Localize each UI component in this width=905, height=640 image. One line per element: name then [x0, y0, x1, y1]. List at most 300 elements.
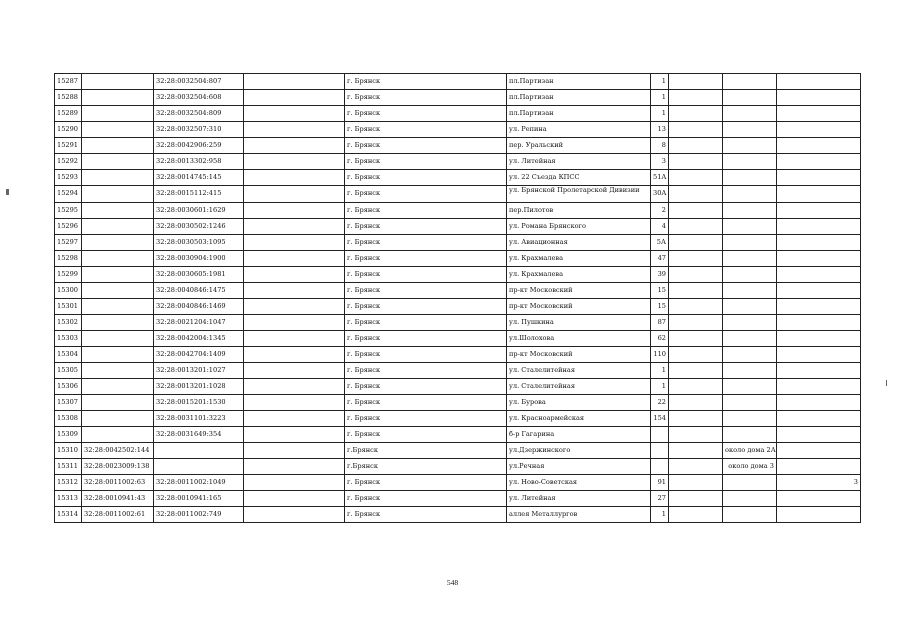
- table-cell: [244, 443, 345, 459]
- table-cell: 15313: [55, 491, 82, 507]
- table-row: [55, 170, 861, 186]
- table-row: [55, 74, 861, 90]
- table-cell: [244, 251, 345, 267]
- table-cell: 32:28:0032504:807: [154, 74, 244, 90]
- table-cell: 1: [651, 363, 669, 379]
- table-cell: [723, 203, 777, 219]
- table-cell: 15: [651, 299, 669, 315]
- table-cell: [723, 154, 777, 170]
- table-cell: [777, 106, 861, 122]
- table-cell: 15299: [55, 267, 82, 283]
- table-cell: [723, 331, 777, 347]
- table-cell: [82, 138, 154, 154]
- table-cell: 32:28:0011002:61: [82, 507, 154, 523]
- scan-mark: [886, 380, 887, 386]
- table-cell: [244, 379, 345, 395]
- table-cell: [244, 331, 345, 347]
- table-cell: [82, 235, 154, 251]
- table-cell: [723, 106, 777, 122]
- table-cell: [723, 170, 777, 186]
- table-cell: г. Брянск: [345, 90, 507, 106]
- table-cell: [244, 347, 345, 363]
- table-cell: аллея Металлургов: [507, 507, 651, 523]
- table-cell: [723, 235, 777, 251]
- table-cell: г. Брянск: [345, 347, 507, 363]
- table-cell: г. Брянск: [345, 363, 507, 379]
- table-cell: 15292: [55, 154, 82, 170]
- table-cell: [777, 363, 861, 379]
- table-cell: [82, 186, 154, 203]
- table-cell: [244, 186, 345, 203]
- table-cell: [777, 443, 861, 459]
- table-row: [55, 395, 861, 411]
- table-cell: г. Брянск: [345, 203, 507, 219]
- table-cell: [82, 219, 154, 235]
- table-cell: [669, 315, 723, 331]
- table-cell: [244, 427, 345, 443]
- table-cell: [723, 186, 777, 203]
- table-row: [55, 283, 861, 299]
- table-cell: г.Брянск: [345, 443, 507, 459]
- table-cell: пл.Партизан: [507, 74, 651, 90]
- table-cell: ул. Бурова: [507, 395, 651, 411]
- scan-mark: [6, 189, 9, 195]
- table-cell: 32:28:0015112:415: [154, 186, 244, 203]
- table-cell: [154, 459, 244, 475]
- table-cell: [669, 90, 723, 106]
- table-cell: [723, 363, 777, 379]
- table-cell: г. Брянск: [345, 235, 507, 251]
- table-cell: 15307: [55, 395, 82, 411]
- table-cell: 4: [651, 219, 669, 235]
- table-cell: 32:28:0042004:1345: [154, 331, 244, 347]
- table-cell: 51А: [651, 170, 669, 186]
- table-cell: [244, 315, 345, 331]
- table-row: [55, 347, 861, 363]
- table-cell: ул. Крахмалева: [507, 267, 651, 283]
- table-cell: [244, 507, 345, 523]
- table-cell: ул. Крахмалева: [507, 251, 651, 267]
- table-cell: 1: [651, 379, 669, 395]
- table-cell: [723, 315, 777, 331]
- table-cell: г. Брянск: [345, 379, 507, 395]
- table-cell: 1: [651, 507, 669, 523]
- table-cell: 154: [651, 411, 669, 427]
- table-cell: [777, 491, 861, 507]
- table-cell: [82, 363, 154, 379]
- table-cell: [777, 90, 861, 106]
- table-cell: 15309: [55, 427, 82, 443]
- table-cell: ул. Репина: [507, 122, 651, 138]
- table-cell: г. Брянск: [345, 138, 507, 154]
- table-row: [55, 443, 861, 459]
- table-cell: 1: [651, 90, 669, 106]
- table-cell: [82, 170, 154, 186]
- table-cell: [669, 235, 723, 251]
- table-cell: 8: [651, 138, 669, 154]
- table-cell: 39: [651, 267, 669, 283]
- table-cell: [82, 331, 154, 347]
- table-cell: 15296: [55, 219, 82, 235]
- table-cell: 15314: [55, 507, 82, 523]
- table-cell: около дома 3: [723, 459, 777, 475]
- table-cell: 32:28:0030605:1981: [154, 267, 244, 283]
- table-cell: г. Брянск: [345, 491, 507, 507]
- table-cell: [244, 299, 345, 315]
- table-cell: г. Брянск: [345, 427, 507, 443]
- table-cell: 3: [777, 475, 861, 491]
- table-cell: [777, 299, 861, 315]
- table-cell: [669, 122, 723, 138]
- table-cell: [82, 203, 154, 219]
- table-cell: [669, 138, 723, 154]
- table-cell: ул. Романа Брянского: [507, 219, 651, 235]
- table-row: [55, 122, 861, 138]
- table-row: [55, 267, 861, 283]
- table-cell: ул. Красноармейская: [507, 411, 651, 427]
- table-cell: г. Брянск: [345, 475, 507, 491]
- table-cell: [723, 507, 777, 523]
- table-cell: ул.Дзержинского: [507, 443, 651, 459]
- table-cell: 32:28:0030502:1246: [154, 219, 244, 235]
- table-cell: г.Брянск: [345, 459, 507, 475]
- table-cell: 32:28:0030601:1629: [154, 203, 244, 219]
- table-cell: 91: [651, 475, 669, 491]
- table-cell: ул. Авиационная: [507, 235, 651, 251]
- table-cell: ул. Сталелитейная: [507, 379, 651, 395]
- table-cell: г. Брянск: [345, 186, 507, 203]
- table-cell: [777, 170, 861, 186]
- table-cell: [244, 283, 345, 299]
- table-cell: [669, 427, 723, 443]
- table-cell: 32:28:0010941:165: [154, 491, 244, 507]
- table-cell: [669, 219, 723, 235]
- table-cell: [669, 203, 723, 219]
- data-table: [54, 73, 861, 523]
- table-cell: [669, 154, 723, 170]
- table-cell: [244, 411, 345, 427]
- table-row: [55, 427, 861, 443]
- table-row: [55, 106, 861, 122]
- table-cell: б-р Гагарина: [507, 427, 651, 443]
- table-cell: [777, 74, 861, 90]
- table-cell: 32:28:0032504:608: [154, 90, 244, 106]
- table-cell: ул. 22 Съезда КПСС: [507, 170, 651, 186]
- table-cell: [669, 491, 723, 507]
- table-cell: [82, 395, 154, 411]
- table-cell: г. Брянск: [345, 315, 507, 331]
- table-cell: [723, 90, 777, 106]
- table-cell: 62: [651, 331, 669, 347]
- table-row: [55, 315, 861, 331]
- table-cell: пл.Партизан: [507, 106, 651, 122]
- table-cell: пр-кт Московский: [507, 299, 651, 315]
- table-cell: [723, 411, 777, 427]
- table-cell: 15287: [55, 74, 82, 90]
- table-cell: г. Брянск: [345, 395, 507, 411]
- table-row: [55, 475, 861, 491]
- table-cell: [723, 122, 777, 138]
- table-cell: 27: [651, 491, 669, 507]
- table-cell: г. Брянск: [345, 74, 507, 90]
- table-cell: пр-кт Московский: [507, 283, 651, 299]
- table-cell: 32:28:0013201:1028: [154, 379, 244, 395]
- table-cell: ул. Литейная: [507, 154, 651, 170]
- table-cell: [154, 443, 244, 459]
- table-cell: 32:28:0011002:63: [82, 475, 154, 491]
- table-cell: 15305: [55, 363, 82, 379]
- table-cell: [669, 251, 723, 267]
- table-cell: 32:28:0013302:958: [154, 154, 244, 170]
- table-row: [55, 507, 861, 523]
- table-cell: г. Брянск: [345, 154, 507, 170]
- table-cell: [82, 106, 154, 122]
- table-cell: [244, 138, 345, 154]
- table-cell: [82, 299, 154, 315]
- table-cell: [244, 74, 345, 90]
- table-cell: 15: [651, 283, 669, 299]
- table-cell: 32:28:0031101:3223: [154, 411, 244, 427]
- table-cell: 13: [651, 122, 669, 138]
- table-cell: [669, 186, 723, 203]
- table-cell: 32:28:0040846:1469: [154, 299, 244, 315]
- table-cell: [82, 74, 154, 90]
- table-cell: [244, 459, 345, 475]
- table-cell: [244, 170, 345, 186]
- table-cell: 1: [651, 74, 669, 90]
- table-cell: 32:28:0030503:1095: [154, 235, 244, 251]
- table-cell: 32:28:0042906:259: [154, 138, 244, 154]
- table-cell: ул. Литейная: [507, 491, 651, 507]
- table-cell: 32:28:0010941:43: [82, 491, 154, 507]
- table-row: [55, 459, 861, 475]
- table-cell: [669, 299, 723, 315]
- table-cell: [244, 122, 345, 138]
- table-cell: [669, 347, 723, 363]
- table-cell: г. Брянск: [345, 267, 507, 283]
- table-cell: [244, 154, 345, 170]
- table-cell: 15297: [55, 235, 82, 251]
- table-row: [55, 363, 861, 379]
- table-cell: 15294: [55, 186, 82, 203]
- table-row: [55, 331, 861, 347]
- table-cell: [669, 331, 723, 347]
- table-cell: [723, 395, 777, 411]
- table-cell: [777, 283, 861, 299]
- table-row: [55, 90, 861, 106]
- table-cell: [723, 138, 777, 154]
- table-cell: 15311: [55, 459, 82, 475]
- table-body: [55, 74, 861, 523]
- table-row: [55, 411, 861, 427]
- table-cell: г. Брянск: [345, 251, 507, 267]
- table-cell: 15301: [55, 299, 82, 315]
- table-cell: [82, 122, 154, 138]
- table-row: [55, 299, 861, 315]
- table-cell: [669, 395, 723, 411]
- table-cell: [723, 491, 777, 507]
- table-cell: 2: [651, 203, 669, 219]
- table-cell: пл.Партизан: [507, 90, 651, 106]
- table-cell: 32:28:0040846:1475: [154, 283, 244, 299]
- table-cell: 5А: [651, 235, 669, 251]
- table-cell: [723, 74, 777, 90]
- table-cell: [82, 154, 154, 170]
- table-cell: 15302: [55, 315, 82, 331]
- table-cell: [669, 411, 723, 427]
- table-cell: г. Брянск: [345, 507, 507, 523]
- table-cell: [723, 219, 777, 235]
- table-cell: [669, 170, 723, 186]
- table-cell: [723, 475, 777, 491]
- table-cell: [669, 507, 723, 523]
- table-cell: [777, 154, 861, 170]
- table-cell: 32:28:0042502:144: [82, 443, 154, 459]
- table-cell: [244, 219, 345, 235]
- table-cell: [244, 203, 345, 219]
- table-cell: [244, 267, 345, 283]
- table-cell: пр-кт Московский: [507, 347, 651, 363]
- table-cell: [777, 459, 861, 475]
- table-cell: [82, 379, 154, 395]
- table-cell: 22: [651, 395, 669, 411]
- table-cell: 32:28:0030904:1900: [154, 251, 244, 267]
- table-row: [55, 235, 861, 251]
- table-cell: [244, 475, 345, 491]
- table-cell: [777, 395, 861, 411]
- table-row: [55, 491, 861, 507]
- table-cell: [669, 459, 723, 475]
- table-cell: [244, 395, 345, 411]
- table-cell: 1: [651, 106, 669, 122]
- table-cell: [777, 507, 861, 523]
- table-cell: 30А: [651, 186, 669, 203]
- table-cell: [777, 219, 861, 235]
- table-cell: 32:28:0021204:1047: [154, 315, 244, 331]
- table-cell: [651, 443, 669, 459]
- table-cell: [82, 267, 154, 283]
- table-cell: 87: [651, 315, 669, 331]
- table-cell: 15308: [55, 411, 82, 427]
- table-cell: [723, 347, 777, 363]
- table-cell: [244, 363, 345, 379]
- table-cell: [669, 267, 723, 283]
- table-cell: [244, 90, 345, 106]
- table-row: [55, 203, 861, 219]
- table-cell: [723, 267, 777, 283]
- table-cell: [777, 379, 861, 395]
- table-cell: [669, 283, 723, 299]
- table-cell: 32:28:0014745:145: [154, 170, 244, 186]
- table-cell: [82, 283, 154, 299]
- table-cell: [777, 427, 861, 443]
- table-row: [55, 154, 861, 170]
- table-cell: 15291: [55, 138, 82, 154]
- table-cell: [669, 379, 723, 395]
- table-cell: [244, 106, 345, 122]
- table-cell: 32:28:0011002:749: [154, 507, 244, 523]
- table-cell: [82, 315, 154, 331]
- table-row: [55, 251, 861, 267]
- table-cell: пер. Уральский: [507, 138, 651, 154]
- table-cell: [82, 411, 154, 427]
- table-cell: [669, 106, 723, 122]
- table-cell: [777, 235, 861, 251]
- table-cell: [723, 251, 777, 267]
- table-cell: 15298: [55, 251, 82, 267]
- table-cell: 15306: [55, 379, 82, 395]
- table-cell: ул. Брянской Пролетарской Дивизии: [507, 186, 651, 203]
- table-cell: 15288: [55, 90, 82, 106]
- table-cell: [723, 427, 777, 443]
- table-cell: ул. Пушкина: [507, 315, 651, 331]
- table-cell: [777, 315, 861, 331]
- table-cell: 3: [651, 154, 669, 170]
- table-row: [55, 138, 861, 154]
- table-cell: 15310: [55, 443, 82, 459]
- table-cell: 15290: [55, 122, 82, 138]
- table-cell: 15293: [55, 170, 82, 186]
- table-cell: 110: [651, 347, 669, 363]
- table-cell: 15303: [55, 331, 82, 347]
- table-row: [55, 219, 861, 235]
- table-cell: около дома 2А: [723, 443, 777, 459]
- table-cell: г. Брянск: [345, 411, 507, 427]
- table-cell: [244, 491, 345, 507]
- table-cell: ул. Сталелитейная: [507, 363, 651, 379]
- table-cell: 32:28:0032507:310: [154, 122, 244, 138]
- table-row: [55, 186, 861, 203]
- table-cell: 32:28:0011002:1049: [154, 475, 244, 491]
- table-cell: [777, 331, 861, 347]
- table-cell: [777, 411, 861, 427]
- table-cell: [723, 283, 777, 299]
- table-cell: 32:28:0042704:1409: [154, 347, 244, 363]
- table-cell: [723, 379, 777, 395]
- table-cell: г. Брянск: [345, 170, 507, 186]
- table-cell: 15312: [55, 475, 82, 491]
- table-cell: 32:28:0032504:809: [154, 106, 244, 122]
- table-cell: г. Брянск: [345, 299, 507, 315]
- table-cell: г. Брянск: [345, 331, 507, 347]
- table-cell: г. Брянск: [345, 219, 507, 235]
- table-cell: 15295: [55, 203, 82, 219]
- table-cell: [651, 427, 669, 443]
- table-cell: 32:28:0023009:138: [82, 459, 154, 475]
- table-cell: [777, 186, 861, 203]
- table-cell: [777, 251, 861, 267]
- table-cell: пер.Пилотов: [507, 203, 651, 219]
- table-cell: [723, 299, 777, 315]
- table-cell: [777, 203, 861, 219]
- table-cell: г. Брянск: [345, 122, 507, 138]
- table-cell: 15289: [55, 106, 82, 122]
- table-cell: [651, 459, 669, 475]
- table-cell: [669, 475, 723, 491]
- table-cell: [244, 235, 345, 251]
- table-cell: 32:28:0015201:1530: [154, 395, 244, 411]
- table-cell: ул.Речная: [507, 459, 651, 475]
- table-cell: 47: [651, 251, 669, 267]
- table-cell: [777, 267, 861, 283]
- table-cell: [777, 122, 861, 138]
- page-number: 548: [446, 578, 459, 587]
- table-cell: 32:28:0013201:1027: [154, 363, 244, 379]
- table-cell: ул. Ново-Советская: [507, 475, 651, 491]
- table-cell: 15300: [55, 283, 82, 299]
- table-cell: [82, 427, 154, 443]
- table-cell: [669, 443, 723, 459]
